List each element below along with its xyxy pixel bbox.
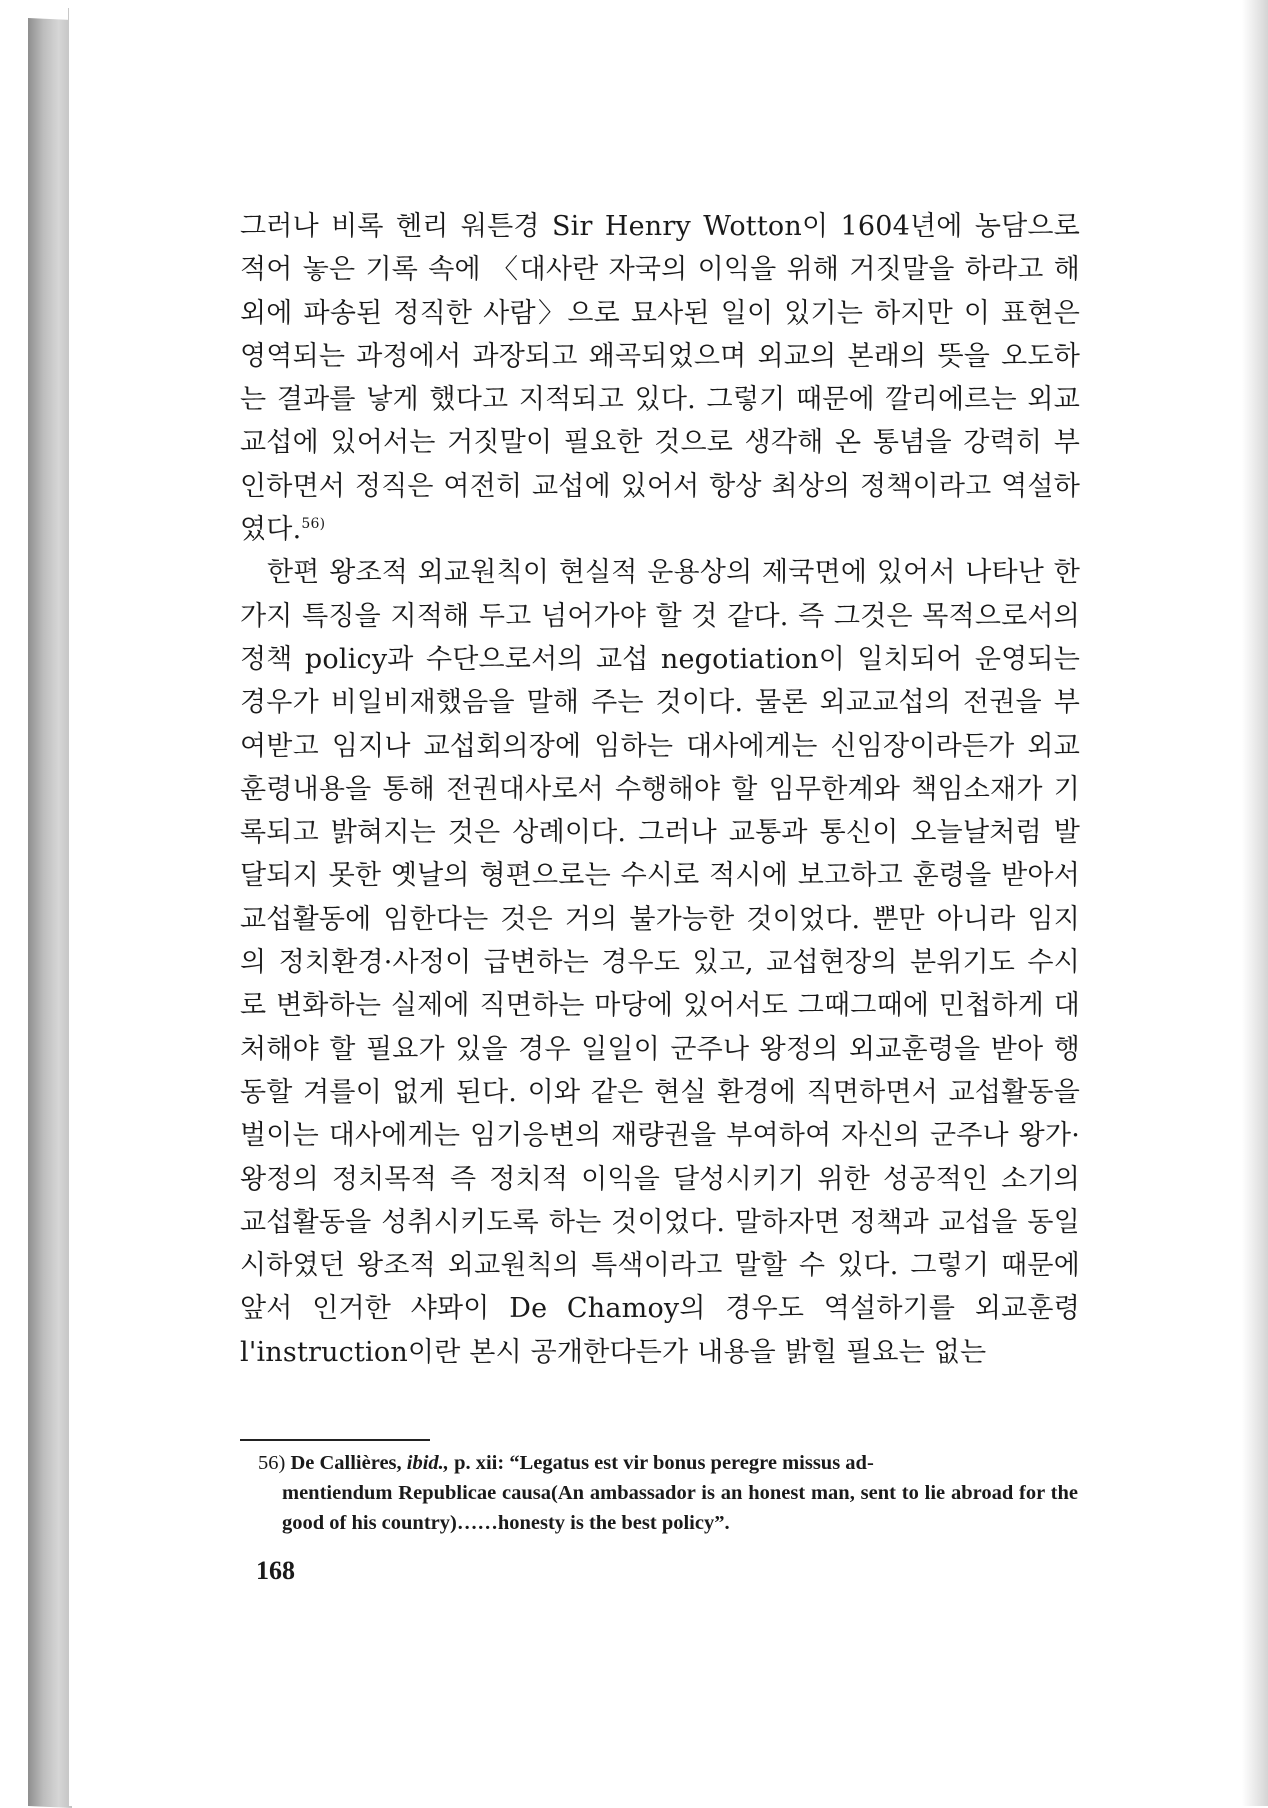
footnote-page: p. xii: (454, 1452, 505, 1474)
footnote-rule (240, 1439, 430, 1441)
footnote (258, 1448, 1078, 1538)
footnote-reference[interactable]: 56) (301, 516, 326, 533)
footnote-continuation: mentiendum Republicae causa(An ambassador is an honest man, sent to lie abroad for the good of his country)……honesty is the best policy”. (282, 1482, 1078, 1534)
paragraph-1-text: 그러나 비록 헨리 워튼경 Sir Henry Wotton이 1604년에 농담으로 적어 놓은 기록 속에 〈대사란 자국의 이익을 위해 거짓말을 하라고 해외에 파송된 정직한 사람〉으로 묘사된 일이 있기는 하지만 이 표현은 영역되는 과정에서 과장되고 왜곡되었으며 외교의 본래의 뜻을 오도하는 결과를 낳게 했다고 지적되고 있다. 그렇기 때문에 깔리에르는 외교교섭에 있어서는 거짓말이 필요한 것으로 생각해 온 통념을 강력히 부인하면서 정직은 여전히 교섭에 있어서 항상 최상의 정책이라고 역설하였다. (240, 211, 1080, 546)
footnote-number: 56) (258, 1452, 286, 1474)
page-edge-shadow (1242, 0, 1268, 1806)
book-spine (28, 18, 72, 1808)
page-number: 168 (256, 1556, 295, 1585)
paragraph-2 (240, 551, 1080, 1374)
paragraph-2-text: 한편 왕조적 외교원칙이 현실적 운용상의 제국면에 있어서 나타난 한 가지 특징을 지적해 두고 넘어가야 할 것 같다. 즉 그것은 목적으로서의 정책 policy과 수단으로서의 교섭 negotiation이 일치되어 운영되는 경우가 비일비재했음을 말해 주는 것이다. 물론 외교교섭의 전권을 부여받고 임지나 교섭회의장에 임하는 대사에게는 신임장이라든가 외교훈령내용을 통해 전권대사로서 수행해야 할 임무한계와 책임소재가 기록되고 밝혀지는 것은 상례이다. 그러나 교통과 통신이 오늘날처럼 발달되지 못한 옛날의 형편으로는 수시로 적시에 보고하고 훈령을 받아서 교섭활동에 임한다는 것은 거의 불가능한 것이었다. 뿐만 아니라 임지의 정치환경·사정이 급변하는 경우도 있고, 교섭현장의 분위기도 수시로 변화하는 실제에 직면하는 마당에 있어서도 그때그때에 민첩하게 대처해야 할 필요가 있을 경우 일일이 군주나 왕정의 외교훈령을 받아 행동할 겨를이 없게 된다. 이와 같은 현실 환경에 직면하면서 교섭활동을 벌이는 대사에게는 임기응변의 재량권을 부여하여 자신의 군주나 왕가·왕정의 정치목적 즉 정치적 이익을 달성시키기 위한 성공적인 소기의 교섭활동을 성취시키도록 하는 것이었다. 말하자면 정책과 교섭을 동일시하였던 왕조적 외교원칙의 특색이라고 말할 수 있다. 그렇기 때문에 앞서 인거한 샤뫄이 De Chamoy의 경우도 역설하기를 외교훈령 l'instruction이란 본시 공개한다든가 내용을 밝힐 필요는 없는 (240, 557, 1080, 1368)
body-text (240, 205, 1080, 1374)
footnote-quote-start: “Legatus est vir bonus peregre missus ad- (509, 1452, 874, 1474)
paragraph-1 (240, 205, 1080, 551)
footnote-first-line (258, 1448, 1078, 1478)
footnote-ibid: ibid., (406, 1452, 449, 1474)
footnote-author: De Callières, (290, 1452, 402, 1474)
